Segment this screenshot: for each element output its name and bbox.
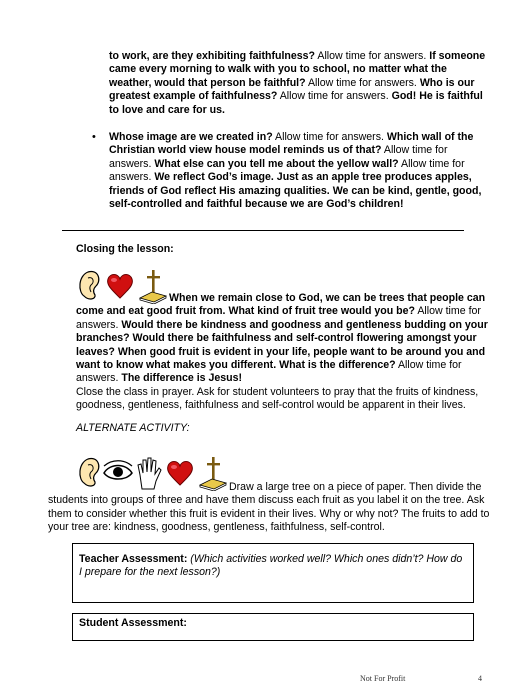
image-of-god-paragraph xyxy=(109,131,489,211)
question-text: Which wall of the Christian world view house model reminds us of that? xyxy=(109,131,474,157)
activity-paragraph xyxy=(48,481,498,535)
teacher-assessment-label: Teacher Assessment: xyxy=(79,553,188,565)
answer-text: We reflect God’s image. Just as an apple tree produces apples, friends of God reflect His amazing qualities. We can be kind, gentle, good, self-controlled and faithful because we are God’s children! xyxy=(109,171,482,211)
page-number: 4 xyxy=(478,674,482,683)
question-text: When we remain close to God, we can be trees that people can come and eat good fruit from. What kind of fruit tree would you be? xyxy=(76,292,486,318)
question-text: If someone came every morning to walk with you to school, no matter what the weather, would that person be faithful? xyxy=(109,50,486,89)
closing-paragraph xyxy=(76,292,496,386)
eye-icon xyxy=(104,461,132,479)
question-text: Would there be kindness and goodness and gentleness budding on your branches? Would there be faithfulness and self-control flowering amongst your leaves? When good fruit is evident in your life, people want to be around you and want to know what makes you different. What is the difference? xyxy=(76,318,488,372)
student-assessment-box[interactable] xyxy=(72,613,474,641)
instruction-text: Allow time for answers. xyxy=(315,50,430,62)
prayer-paragraph: Close the class in prayer. Ask for student volunteers to pray that the fruits of kindness, goodness, gentleness, faithfulness and self-control would be apparent in their lives. xyxy=(76,386,479,412)
answer-text: The difference is Jesus! xyxy=(121,372,243,385)
question-text: to work, are they exhibiting faithfulness? xyxy=(109,50,316,62)
section-divider xyxy=(62,230,464,231)
student-assessment-label: Student Assessment: xyxy=(79,617,187,629)
question-text: What else can you tell me about the yellow wall? xyxy=(154,157,399,170)
faithfulness-paragraph xyxy=(109,50,489,117)
instruction-text: Allow time for answers. xyxy=(76,359,462,385)
instruction-text: Allow time for answers. xyxy=(76,305,481,331)
instruction-text: Allow time for answers. xyxy=(305,76,420,89)
bullet-glyph: • xyxy=(92,131,96,143)
answer-text: God! He is faithful to love and care for us. xyxy=(109,90,483,116)
activity-rest: students into groups of three and have them discuss each fruit as you label it on the tree. Ask them to consider whether this fruit is evident in their lives. Why or why not? The fruits to add to your tree are: kindness, goodness, gentleness, faithfulness, self-control. xyxy=(48,494,490,534)
teacher-assessment-box[interactable] xyxy=(72,543,474,603)
question-text: Who is our greatest example of faithfulness? xyxy=(109,76,475,103)
footer-text: Not For Profit xyxy=(360,674,406,683)
closing-heading: Closing the lesson: xyxy=(76,243,174,255)
instruction-text: Allow time for answers. xyxy=(109,144,448,170)
alternate-activity-heading: ALTERNATE ACTIVITY: xyxy=(76,422,190,434)
instruction-text: Allow time for answers. xyxy=(272,131,387,143)
activity-first-line: Draw a large tree on a piece of paper. Then divide the xyxy=(229,481,482,493)
question-text: Whose image are we created in? xyxy=(109,131,273,143)
instruction-text: Allow time for answers. xyxy=(277,90,392,103)
instruction-text: Allow time for answers. xyxy=(109,157,465,184)
teacher-assessment-prompt: (Which activities worked well? Which ones didn’t? How do I prepare for the next lesson?) xyxy=(79,553,463,579)
